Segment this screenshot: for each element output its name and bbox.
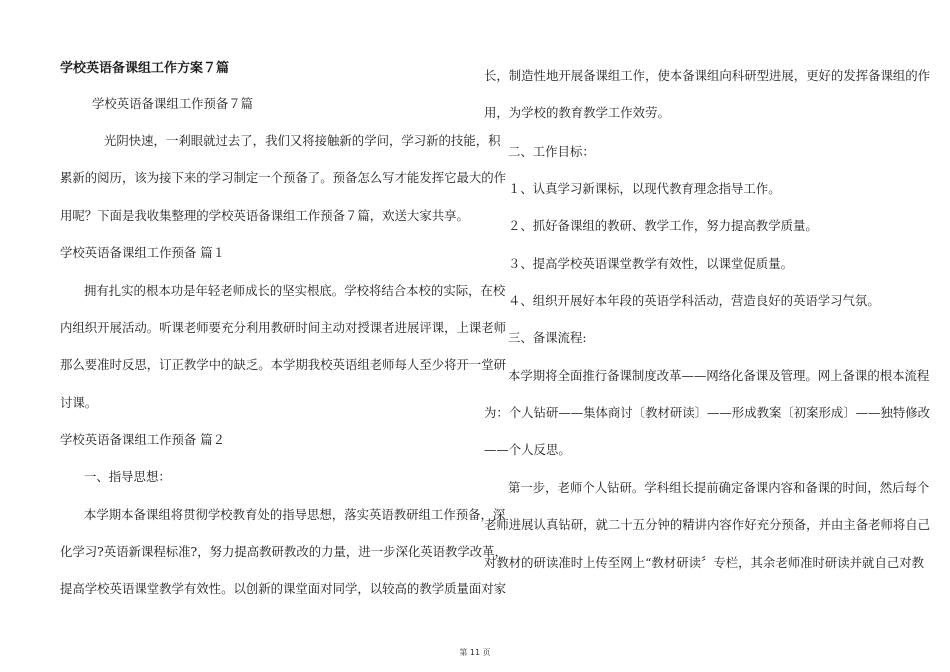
section1-heading: 学校英语备课组工作预备 篇１ [60,245,226,260]
process-line-2: 为：个人钻研——集体商讨〔教材研读〕——形成教案〔初案形成〕——独特修改 [484,405,931,420]
process-heading: 三、备课流程: [508,330,587,345]
document-title: 学校英语备课组工作方案７篇 [60,61,230,76]
step1-line-2: 老师进展认真钻研，就二十五分钟的精讲内容作好充分预备，并由主备老师将自己 [484,517,931,532]
goal-item-2: ２、抓好备课组的教研、教学工作，努力提高教学质量。 [508,218,818,233]
guiding-heading: 一、指导思想： [84,469,171,484]
section1-line-2: 内组织开展活动。听课老师要充分利用教研时间主动对授课者进展评课，上课老师 [60,320,507,335]
step1-line-3: 对教材的研读准时上传至网上“教材研读〞专栏，其余老师准时研读并就自己对教 [484,555,925,570]
goal-item-4: ４、组织开展好本年段的英语学科活动，营造良好的英语学习气氛。 [508,293,880,308]
guiding-line-2: 化学习?英语新课程标准?，努力提高教研教改的力量，进一步深化英语教学改革， [60,544,507,559]
goals-heading: 二、工作目标： [508,144,595,159]
goal-item-1: １、认真学习新课标，以现代教育理念指导工作。 [508,181,781,196]
document-subtitle: 学校英语备课组工作预备７篇 [92,96,254,111]
process-line-1: 本学期将全面推行备课制度改革——网络化备课及管理。网上备课的根本流程 [508,368,930,383]
continuation-line-2: 用，为学校的教育教学工作效劳。 [484,105,670,120]
section1-line-3: 那么要准时反思，订正教学中的缺乏。本学期我校英语组老师每人至少将开一堂研 [60,357,507,372]
guiding-line-3: 提高学校英语课堂教学有效性。以创新的课堂面对同学，以较高的教学质量面对家 [60,581,507,596]
section2-heading: 学校英语备课组工作预备 篇２ [60,432,226,447]
process-line-3: ——个人反思。 [484,442,571,457]
section1-line-4: 讨课。 [60,395,98,410]
intro-line-2: 累新的阅历，该为接下来的学习制定一个预备了。预备怎么写才能发挥它最大的作 [60,170,507,185]
intro-line-1: 光阴快速，一剎眼就过去了，我们又将接触新的学问，学习新的技能，积 [104,133,501,148]
goal-item-3: ３、提高学校英语课堂教学有效性，以课堂促质量。 [508,256,793,271]
section1-line-1: 拥有扎实的根本功是年轻老师成长的坚实根底。学校将结合本校的实际，在校 [84,283,506,298]
guiding-line-1: 本学期本备课组将贯彻学校教育处的指导思想，落实英语教研组工作预备，深 [84,507,506,522]
intro-line-3: 用呢？下面是我收集整理的学校英语备课组工作预备７篇，欢送大家共享。 [60,208,469,223]
continuation-line-1: 长，制造性地开展备课组工作，使本备课组向科研型进展，更好的发挥备课组的作 [484,68,931,83]
step1-line-1: 第一步，老师个人钻研。学科组长提前确定备课内容和备课的时间，然后每个 [508,480,930,495]
page-number: 第 11 页 [459,648,491,657]
